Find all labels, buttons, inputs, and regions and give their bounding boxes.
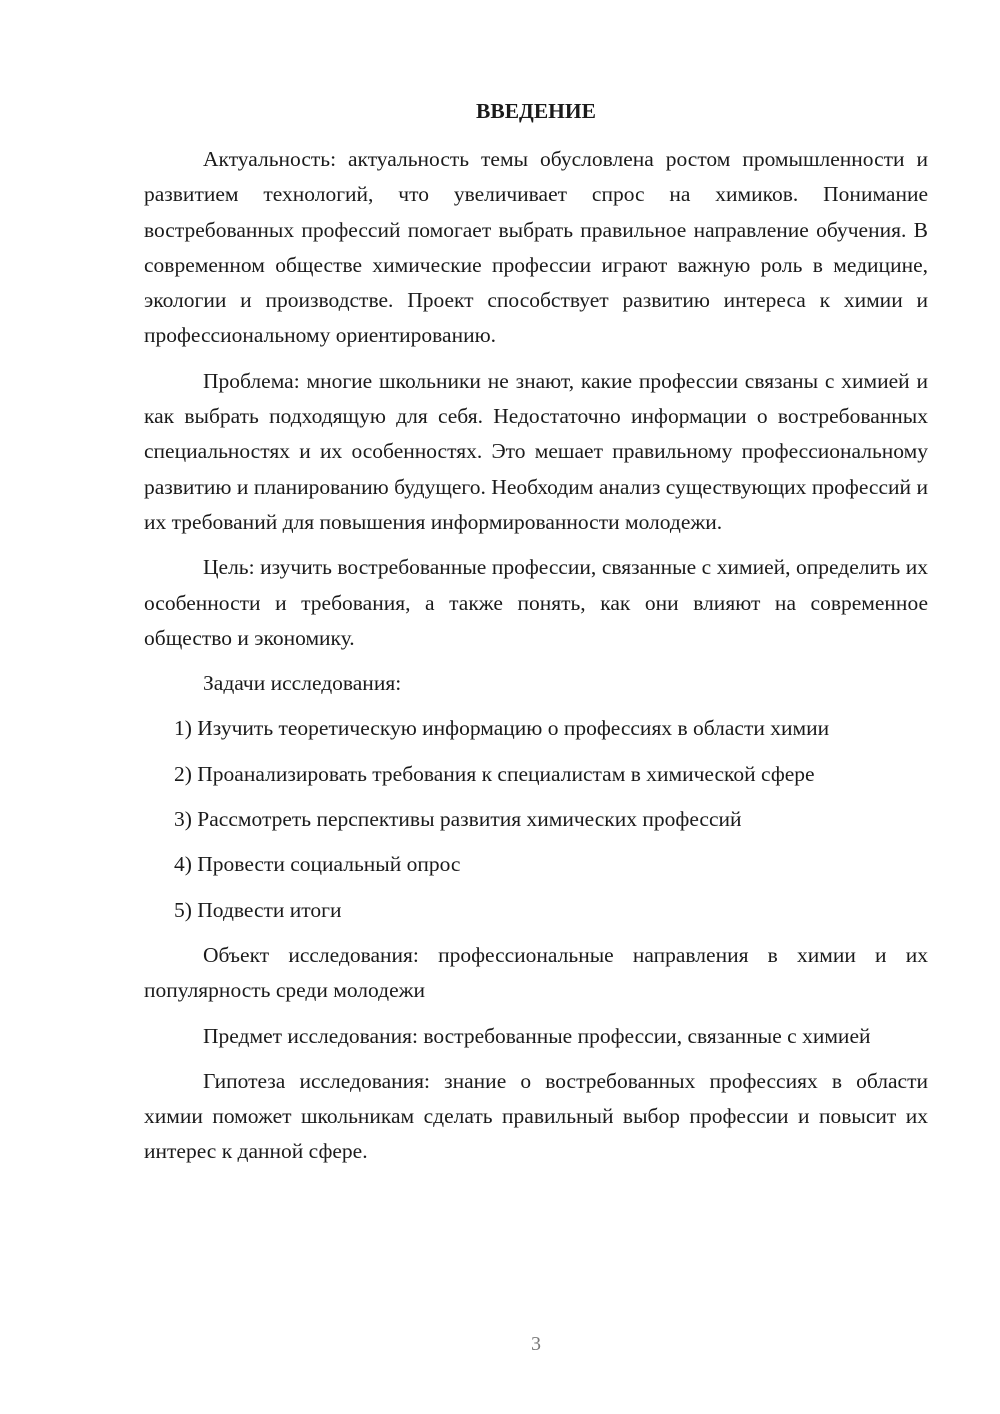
task-item-2: 2) Проанализировать требования к специалистам в химической сфере xyxy=(174,761,815,786)
page-number: 3 xyxy=(531,1333,541,1355)
task-item-3: 3) Рассмотреть перспективы развития химических профессий xyxy=(174,807,742,832)
document-page xyxy=(144,0,928,1414)
hypothesis-paragraph: Гипотеза исследования: знание о востребованных профессиях в области химии поможет школьникам сделать правильный выбор профессии и повысит их интерес к данной сфере. xyxy=(144,1068,928,1164)
section-heading: ВВЕДЕНИЕ xyxy=(476,99,596,123)
tasks-list xyxy=(144,711,928,927)
problem-paragraph: Проблема: многие школьники не знают, какие профессии связаны с химией и как выбрать подходящую для себя. Недостаточно информации о востребованных специальностях и их особенностях. Это мешает правильному профессиональному развитию и планированию будущего. Необходим анализ существующих профессий и их требований для повышения информированности молодежи. xyxy=(144,368,928,534)
goal-paragraph: Цель: изучить востребованные профессии, связанные с химией, определить их особенности и требования, а также понять, как они влияют на современное общество и экономику. xyxy=(144,555,928,650)
tasks-label: Задачи исследования: xyxy=(203,671,402,696)
object-paragraph: Объект исследования: профессиональные направления в химии и их популярность среди молодежи xyxy=(144,942,928,1003)
task-item-4: 4) Провести социальный опрос xyxy=(174,852,461,877)
relevance-paragraph: Актуальность: актуальность темы обусловлена ростом промышленности и развитием технологий, что увеличивает спрос на химиков. Понимание востребованных профессий помогает выбрать правильное направление обучения. В современном обществе химические профессии играют важную роль в медицине, экологии и производстве. Проект способствует развитию интереса к химии и профессиональному ориентированию. xyxy=(144,147,928,348)
document-body xyxy=(144,142,928,1180)
task-item-5: 5) Подвести итоги xyxy=(174,897,342,922)
subject-paragraph: Предмет исследования: востребованные профессии, связанные с химией xyxy=(203,1023,871,1048)
task-item-1: 1) Изучить теоретическую информацию о профессиях в области химии xyxy=(174,716,830,741)
